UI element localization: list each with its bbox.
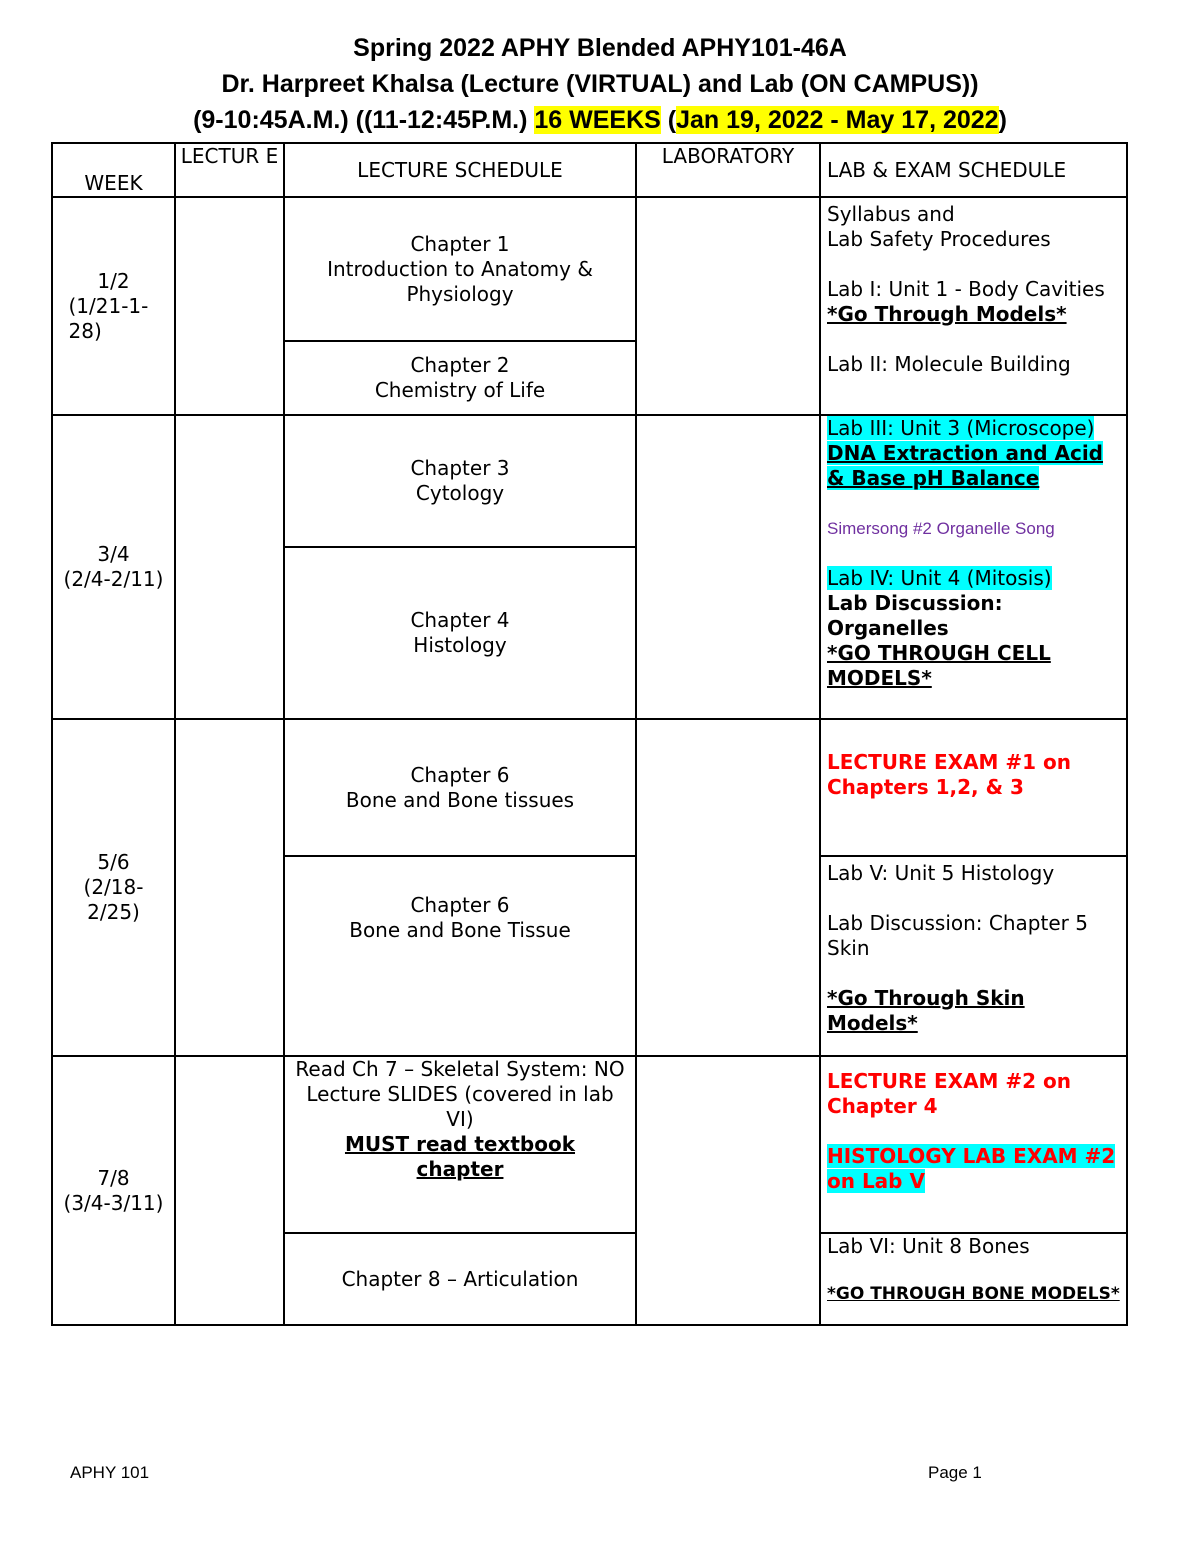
lab-exam-highlight: HISTOLOGY LAB EXAM #2 on Lab V — [827, 1144, 1116, 1193]
date-range-highlight: Jan 19, 2022 - May 17, 2022 — [676, 106, 999, 134]
week-number: 3/4 — [97, 542, 130, 566]
laboratory-cell — [636, 197, 820, 415]
table-header-row — [52, 143, 1127, 197]
course-title: Spring 2022 APHY Blended APHY101-46A — [353, 34, 847, 62]
lab-item-emphasis: *GO THROUGH CELL MODELS* — [827, 641, 1051, 690]
weeks-highlight: 16 WEEKS — [534, 106, 661, 134]
schedule-table — [51, 142, 1128, 1326]
week-dates: (3/4-3/11) — [63, 1190, 164, 1215]
chapter-subtitle: Bone and Bone Tissue — [349, 918, 571, 942]
chapter-subtitle: Cytology — [415, 481, 505, 505]
chapter-subtitle: Chemistry of Life — [374, 378, 546, 402]
table-row — [52, 415, 1127, 547]
lecture-topic — [284, 1233, 636, 1325]
lecture-topic — [284, 856, 636, 1056]
lab-item-highlight: Lab III: Unit 3 (Microscope) — [827, 416, 1095, 440]
lecture-topic — [284, 197, 636, 341]
class-times: (9-10:45A.M.) ((11-12:45P.M.) — [193, 106, 528, 134]
week-cell — [52, 719, 175, 1056]
table-row — [52, 719, 1127, 856]
instructor-line: Dr. Harpreet Khalsa (Lecture (VIRTUAL) and Lab (ON CAMPUS)) — [221, 70, 979, 98]
lecture-topic — [284, 341, 636, 415]
lab-item-highlight: Lab IV: Unit 4 (Mitosis) — [827, 566, 1052, 590]
chapter-title: Chapter 3 — [410, 456, 510, 480]
organelle-song: Simersong #2 Organelle Song — [827, 519, 1055, 538]
footer-page-number: Page 1 — [928, 1463, 982, 1482]
week-dates: (1/21-1-28) — [68, 293, 149, 343]
table-row — [52, 197, 1127, 341]
week-dates: (2/4-2/11) — [63, 567, 164, 591]
lecture-topic — [284, 547, 636, 719]
header-week: WEEK — [52, 143, 175, 197]
paren-close: ) — [998, 106, 1007, 134]
chapter-title: Chapter 2 — [410, 353, 510, 377]
lab-schedule-cell — [820, 197, 1127, 415]
lab-item: Lab V: Unit 5 Histology — [827, 861, 1055, 885]
week-number: 7/8 — [97, 1165, 130, 1190]
lab-item: Lab Safety Procedures — [827, 227, 1051, 251]
chapter-subtitle: Histology — [413, 633, 507, 657]
week-dates: (2/18-2/25) — [83, 875, 144, 924]
table-row — [52, 1056, 1127, 1233]
header-laboratory: LABORATORY — [636, 143, 820, 197]
week-cell — [52, 415, 175, 719]
lab-item-emphasis: *Go Through Skin Models* — [827, 986, 1025, 1035]
lecture-topic — [284, 719, 636, 856]
lab-schedule-cell — [820, 856, 1127, 1056]
lab-schedule-cell — [820, 719, 1127, 856]
lecture-topic — [284, 415, 636, 547]
week-number: 1/2 — [97, 268, 130, 293]
document-header — [0, 30, 1200, 138]
lab-discussion: Lab Discussion: Organelles — [827, 591, 1003, 640]
chapter-title: Chapter 6 — [410, 762, 510, 787]
reading-requirement: MUST read textbook chapter — [344, 1132, 576, 1181]
lab-exam-notice — [827, 1144, 1120, 1194]
lab-item-emphasis: *GO THROUGH BONE MODELS* — [827, 1284, 1120, 1304]
lecture-exam-notice: LECTURE EXAM #2 on Chapter 4 — [827, 1069, 1072, 1118]
lab-schedule-cell — [820, 1233, 1127, 1325]
laboratory-cell — [636, 719, 820, 1056]
lab-item: Lab Discussion: Chapter 5 Skin — [827, 911, 1088, 960]
lab-schedule-cell — [820, 1056, 1127, 1233]
footer-course: APHY 101 — [70, 1463, 150, 1482]
lab-item: Lab VI: Unit 8 Bones — [827, 1234, 1030, 1258]
lecture-exam-notice: LECTURE EXAM #1 on Chapters 1,2, & 3 — [827, 750, 1072, 799]
chapter-title: Chapter 8 – Articulation — [341, 1266, 579, 1291]
chapter-title: Chapter 4 — [410, 608, 510, 632]
week-number: 5/6 — [97, 850, 130, 874]
header-lecture: LECTUR E — [175, 143, 284, 197]
lab-item-highlight: DNA Extraction and Acid & Base pH Balance — [827, 441, 1103, 490]
lab-item-emphasis: *Go Through Models* — [827, 302, 1067, 326]
schedule-times-line — [0, 102, 1200, 138]
lab-item: Lab II: Molecule Building — [827, 352, 1071, 376]
lab-schedule-cell — [820, 415, 1127, 719]
lecture-cell — [175, 719, 284, 1056]
chapter-subtitle: Bone and Bone tissues — [345, 787, 575, 812]
chapter-subtitle: Introduction to Anatomy & Physiology — [327, 256, 593, 306]
lecture-topic — [284, 1056, 636, 1233]
week-cell — [52, 197, 175, 415]
reading-note: Read Ch 7 – Skeletal System: NO Lecture SLIDES (covered in lab VI) — [295, 1057, 625, 1131]
lecture-cell — [175, 1056, 284, 1325]
paren-open: ( — [667, 106, 677, 134]
chapter-title: Chapter 1 — [410, 231, 510, 256]
laboratory-cell — [636, 415, 820, 719]
header-lecture-schedule: LECTURE SCHEDULE — [284, 143, 636, 197]
lecture-cell — [175, 197, 284, 415]
lab-item-emphasis — [827, 441, 1120, 491]
lab-item — [827, 416, 1120, 441]
lab-item: Lab I: Unit 1 - Body Cavities — [827, 277, 1105, 301]
chapter-title: Chapter 6 — [410, 893, 510, 917]
lecture-cell — [175, 415, 284, 719]
laboratory-cell — [636, 1056, 820, 1325]
lab-item: Syllabus and — [827, 202, 955, 226]
week-cell — [52, 1056, 175, 1325]
lab-item — [827, 566, 1120, 591]
header-lab-exam-schedule: LAB & EXAM SCHEDULE — [820, 143, 1127, 197]
